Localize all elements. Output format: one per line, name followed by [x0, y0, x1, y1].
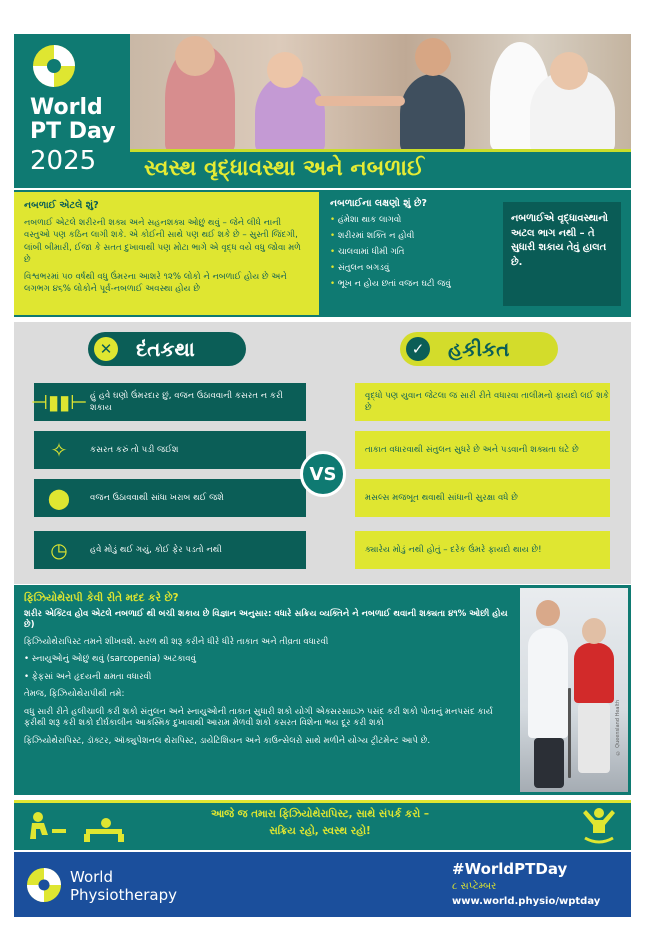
symptoms-list: [330, 215, 495, 289]
help-lead: શરીર એક્ટિવ હોવ એટલે નબળાઈ થી બચી શકાય છે વિજ્ઞાન અનુસાર: વધારે સક્રિય વ્યક્તિને ને નબળાઈ થવાની શક્યતા ૪૧% ઓછી હોય છે): [24, 608, 508, 630]
stretch-figure-icon: [582, 806, 616, 844]
fact-heading: [400, 332, 558, 366]
website-link[interactable]: www.world.physio/wptday: [452, 896, 601, 907]
myth-text: કસરત કરું તો પડી જઈશ: [90, 445, 179, 455]
what-heading: નબળાઈ એટલે શું?: [24, 200, 99, 211]
footer-info: [452, 860, 600, 909]
event-date: ૮ સપ્ટેમ્બર: [452, 881, 497, 892]
fact-row: ક્યારેય મોડું નથી હોતું – દરેક ઉંમરે ફાયદો થાય છે!: [355, 531, 610, 569]
frailty-callout: નબળાઈએ વૃદ્ધાવસ્થાનો અટલ ભાગ નથી – તે સુધારી શકાય તેવું હાલત છે.: [503, 202, 621, 306]
fall-icon: ✧: [50, 438, 68, 462]
check-icon: ✓: [406, 337, 430, 361]
cta-line2: સક્રિય રહો, સ્વસ્થ રહો!: [269, 825, 371, 837]
help-bullet: • ફેફસાં અને હૃદયની ક્ષમતા વધારવી: [24, 671, 152, 682]
versus-badge: VS: [300, 451, 346, 497]
myth-row: [34, 431, 306, 469]
dumbbell-icon: ⊣▮▮⊢: [30, 390, 88, 414]
help-paragraph: વધુ સારી રીતે હલીચાલી કરી શકો સંતુલન અને સ્નાયુઓની તાકાત સુધારી શકો યોગી એક્સરસાઇઝ પસંદ કરી શકો પોતાનું મનપસંદ કાર્ય ફરીથી શરૂ કરી શકો દીર્ઘકાલીન આકસ્મિક દુખાવાથી આરામ મેળવી શકો કસરત વિશેના ભય દૂર કરી શકો: [24, 706, 493, 728]
photo-credit: © Queensland Health: [615, 700, 621, 756]
symptom-item: • શરીરમાં શક્તિ ન હોવી: [330, 231, 495, 241]
header-year: 2025: [30, 146, 97, 176]
myth-row: [34, 479, 306, 517]
myth-text: હું હવે ઘણો ઉંમરદાર છું, વજન ઉઠાવવાની કસરત ન કરી શકાય: [90, 391, 283, 413]
footer-brand: [70, 868, 177, 904]
help-heading: ફિઝિયોથેરાપી કેવી રીતે મદદ કરે છે?: [24, 592, 179, 604]
symptom-item: • ભૂખ ન હોય છતાં વજન ઘટી જવું: [330, 279, 495, 289]
header-brand-line2: PT Day: [30, 119, 116, 144]
fact-row: મસલ્સ મજબૂત થવાથી સાંધાની સુરક્ષા વધે છે: [355, 479, 610, 517]
help-paragraph: ફિઝિયોથેરાપિસ્ટ, ડૉક્ટર, ઑક્યુપેશનલ થેરાપિસ્ટ, ડાયેટિશિયન અને કાઉન્સેલરો સાથે મળીને યોગ્ય ટ્રીટમેન્ટ આપે છે.: [24, 735, 431, 746]
world-physiotherapy-logo-icon: [26, 867, 62, 903]
symptom-item: • હંમેશા થાક લાગવો: [330, 215, 495, 225]
header-brand: [30, 96, 116, 144]
cta-text: [160, 806, 480, 840]
symptoms-heading: નબળાઈના લક્ષણો શું છે?: [330, 198, 427, 209]
myth-label: દંતકથા: [136, 337, 195, 361]
myth-row: [30, 383, 306, 421]
fact-row: તાકાત વધારવાથી સંતુલન સુધરે છે અને પડવાની શક્યતા ઘટે છે: [355, 431, 610, 469]
fact-row: વૃદ્ધો પણ યુવાન જેટલા જ સારી રીતે વધારવા તાલીમનો ફાયદો લઈ શકે છે: [355, 383, 610, 421]
what-is-frailty-box: [14, 192, 319, 315]
myth-text: હવે મોડું થઈ ગયું, કોઈ ફેર પડતો નથી: [90, 545, 222, 555]
myth-text: વજન ઉઠાવવાથી સાંધા ખરાબ થઈ જશે: [90, 493, 224, 503]
myth-row: [34, 531, 306, 569]
fact-label: હકીકત: [448, 337, 510, 361]
footer-brand-line1: World: [70, 868, 113, 886]
page-title: સ્વસ્થ વૃદ્ધાવસ્થા અને નબળાઈ: [130, 149, 631, 188]
cta-line1: આજે જ તમારા ફિઝિયોથેરાપિસ્ટ, સાથે સંપર્ક કરો –: [210, 808, 430, 820]
symptom-item: • સંતુલન બગડવું: [330, 263, 495, 273]
header-brand-line1: World: [30, 95, 103, 120]
exercise-figure-icon: [26, 807, 138, 845]
help-bullet: • સ્નાયુઓનું ઓછું થવું (sarcopenia) અટકાવવું: [24, 654, 196, 664]
myth-heading: [88, 332, 246, 366]
what-paragraph-1: નબળાઈ એટલે શરીરની શક્ય અને સહનશક્ય ઓછું થવું – જેને લીધે નાની વસ્તુઓ પણ કઠિન લાગી શકે. એ કોઈની સાથે પણ થઈ શકે છે – સુસ્તી જિંદગી, લાંબી બીમારી, ઈજા કે સતત દુખાવાથી પણ મોટા ભાગે એ વૃદ્ધ વયે વધુ જોવા મળે છે: [24, 217, 301, 265]
cross-icon: ✕: [94, 337, 118, 361]
help-paragraph: ફિઝિયોથેરાપિસ્ટ તમને શીખવશે. સરળ થી શરૂ કરીને ધીરે ધીરે તાકાત અને તીવ્રતા વધારવી: [24, 636, 329, 647]
header-photo: [130, 34, 631, 149]
clock-icon: ◷: [50, 538, 68, 562]
help-paragraph: તેમજ, ફિઝિયોથેરાપીથી તમે:: [24, 689, 125, 699]
footer-brand-line2: Physiotherapy: [70, 886, 177, 904]
physio-help-text: [14, 585, 520, 795]
world-pt-day-logo-icon: [32, 44, 76, 88]
hashtag: #WorldPTDay: [452, 860, 568, 878]
symptom-item: • ચાલવામાં ધીમી ગતિ: [330, 247, 495, 257]
symptoms-box: [330, 198, 495, 295]
kettlebell-icon: ⬤: [47, 486, 71, 510]
physio-photo: [520, 588, 628, 792]
what-paragraph-2: વિશ્વભરમાં ૫૦ વર્ષથી વધુ ઉંમરના આશરે ૧૨% લોકો ને નબળાઈ હોય છે અને લગભગ ૪૬% લોકોને પૂર્વ-નબળાઈ અવસ્થા હોય છે: [24, 271, 287, 294]
